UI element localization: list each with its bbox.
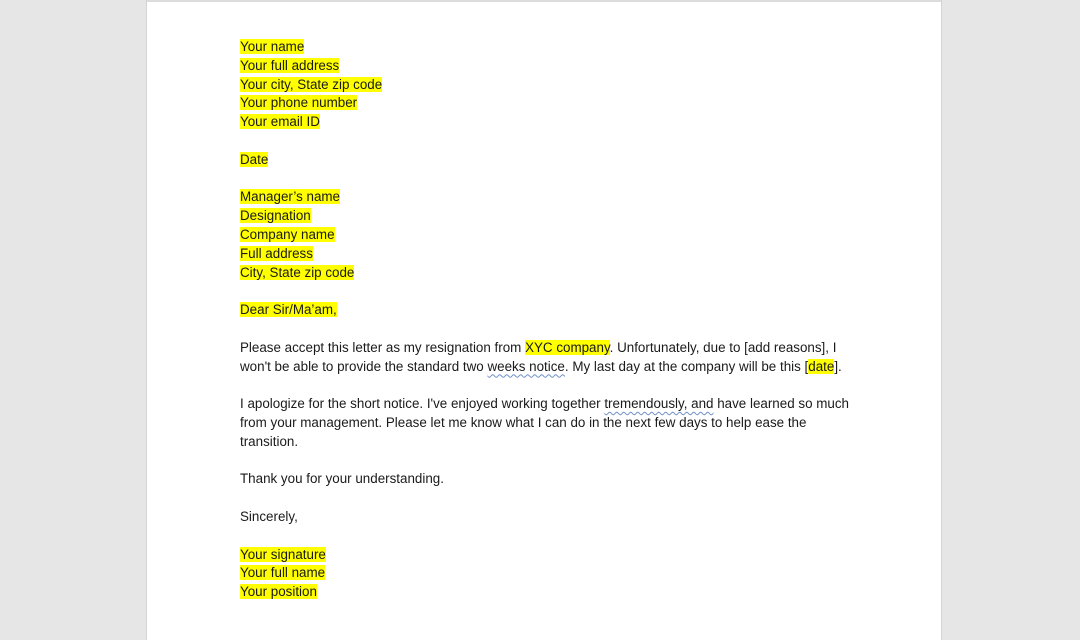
salutation[interactable]: Dear Sir/Ma’am, [240,302,337,318]
blank-line [240,527,860,546]
position-placeholder[interactable]: Your position [240,584,317,600]
sender-block [240,38,860,57]
letter-body[interactable] [240,38,860,602]
letter-date[interactable]: Date [240,151,269,167]
tremendously-grammar-flag[interactable]: tremendously, and [604,396,714,412]
paragraph-apology[interactable] [240,395,860,451]
blank-line [240,320,860,339]
paragraph-text: I apologize for the short notice. I've enjoyed working together [240,396,605,412]
recipient-designation[interactable]: Designation [240,208,311,224]
sender-city-state-zip[interactable]: Your city, State zip code [240,76,383,92]
sender-email[interactable]: Your email ID [240,114,320,130]
document-page [147,0,941,640]
blank-line [240,376,860,395]
sender-name[interactable]: Your name [240,39,305,54]
sender-phone[interactable]: Your phone number [240,95,358,111]
weeks-notice-grammar-flag[interactable]: weeks notice [487,358,565,374]
signature-placeholder[interactable]: Your signature [240,546,326,562]
paragraph-text: have learned so much from your management. Please let me know what I can do in the next few days to help ease the transition. [240,396,849,449]
recipient-company[interactable]: Company name [240,226,335,242]
blank-line [240,452,860,471]
sender-address[interactable]: Your full address [240,57,340,73]
blank-line [240,132,860,151]
paragraph-thanks[interactable]: Thank you for your understanding. [240,471,444,487]
paragraph-text: Please accept this letter as my resignation from [240,339,526,355]
blank-line [240,489,860,508]
paragraph-text: ]. [834,358,842,374]
recipient-manager-name[interactable]: Manager’s name [240,189,340,205]
blank-line [240,170,860,189]
last-day-date-placeholder[interactable]: date [808,358,835,374]
blank-line [240,282,860,301]
recipient-city-state-zip[interactable]: City, State zip code [240,264,355,280]
paragraph-resignation[interactable] [240,339,860,377]
paragraph-text: . My last day at the company will be this [ [564,358,809,374]
company-placeholder[interactable]: XYC company [525,339,610,355]
full-name-placeholder[interactable]: Your full name [240,565,326,581]
recipient-address[interactable]: Full address [240,245,313,261]
closing[interactable]: Sincerely, [240,508,298,524]
paragraph-text: . Unfortunately, due to [add reasons], I won't be able to provide the standard two [240,339,837,374]
